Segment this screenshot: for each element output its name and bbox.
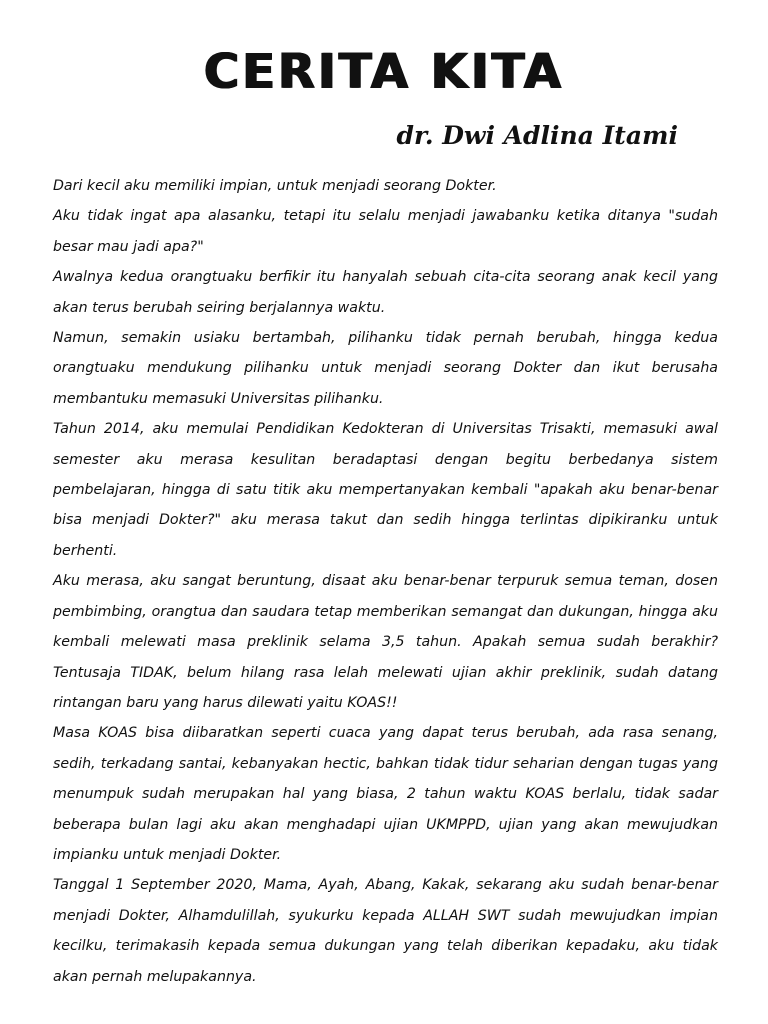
paragraph: Tanggal 1 September 2020, Mama, Ayah, Abang, Kakak, sekarang aku sudah benar-benar menjadi Dokter, Alhamdulillah, syukurku kepada ALLAH SWT sudah mewujudkan impian kecilku, terimakasih kepada semua dukungan yang telah diberikan kepadaku, aku tidak akan pernah melupakannya. bbox=[53, 877, 718, 985]
page-title: CERITA KITA bbox=[204, 44, 564, 100]
author-name: dr. Dwi Adlina Itami bbox=[396, 121, 678, 150]
paragraph: Awalnya kedua orangtuaku berfikir itu hanyalah sebuah cita-cita seorang anak kecil yang akan terus berubah seiring berjalannya waktu. bbox=[53, 269, 718, 316]
paragraph: Masa KOAS bisa diibaratkan seperti cuaca yang dapat terus berubah, ada rasa senang, sedih, terkadang santai, kebanyakan hectic, bahkan tidak tidur seharian dengan tugas yang menumpuk sudah merupakan hal yang biasa, 2 tahun waktu KOAS berlalu, tidak sadar beberapa bulan lagi aku akan menghadapi ujian UKMPPD, ujian yang akan mewujudkan impianku untuk menjadi Dokter. bbox=[53, 725, 718, 863]
paragraph: Namun, semakin usiaku bertambah, pilihanku tidak pernah berubah, hingga kedua orangtuaku mendukung pilihanku untuk menjadi seorang Dokter dan ikut berusaha membantuku memasuki Universitas pilihanku. bbox=[53, 330, 718, 407]
paragraph: Aku tidak ingat apa alasanku, tetapi itu selalu menjadi jawabanku ketika ditanya "sudah besar mau jadi apa?" bbox=[53, 208, 718, 255]
story-body bbox=[53, 171, 718, 992]
paragraph: Dari kecil aku memiliki impian, untuk menjadi seorang Dokter. bbox=[53, 178, 497, 194]
paragraph: Tahun 2014, aku memulai Pendidikan Kedokteran di Universitas Trisakti, memasuki awal semester aku merasa kesulitan beradaptasi dengan begitu berbedanya sistem pembelajaran, hingga di satu titik aku mempertanyakan kembali "apakah aku benar-benar bisa menjadi Dokter?" aku merasa takut dan sedih hingga terlintas dipikiranku untuk berhenti. bbox=[53, 421, 718, 559]
paragraph: Aku merasa, aku sangat beruntung, disaat aku benar-benar terpuruk semua teman, dosen pembimbing, orangtua dan saudara tetap memberikan semangat dan dukungan, hingga aku kembali melewati masa preklinik selama 3,5 tahun. Apakah semua sudah berakhir? Tentusaja TIDAK, belum hilang rasa lelah melewati ujian akhir preklinik, sudah datang rintangan baru yang harus dilewati yaitu KOAS!! bbox=[53, 573, 718, 711]
